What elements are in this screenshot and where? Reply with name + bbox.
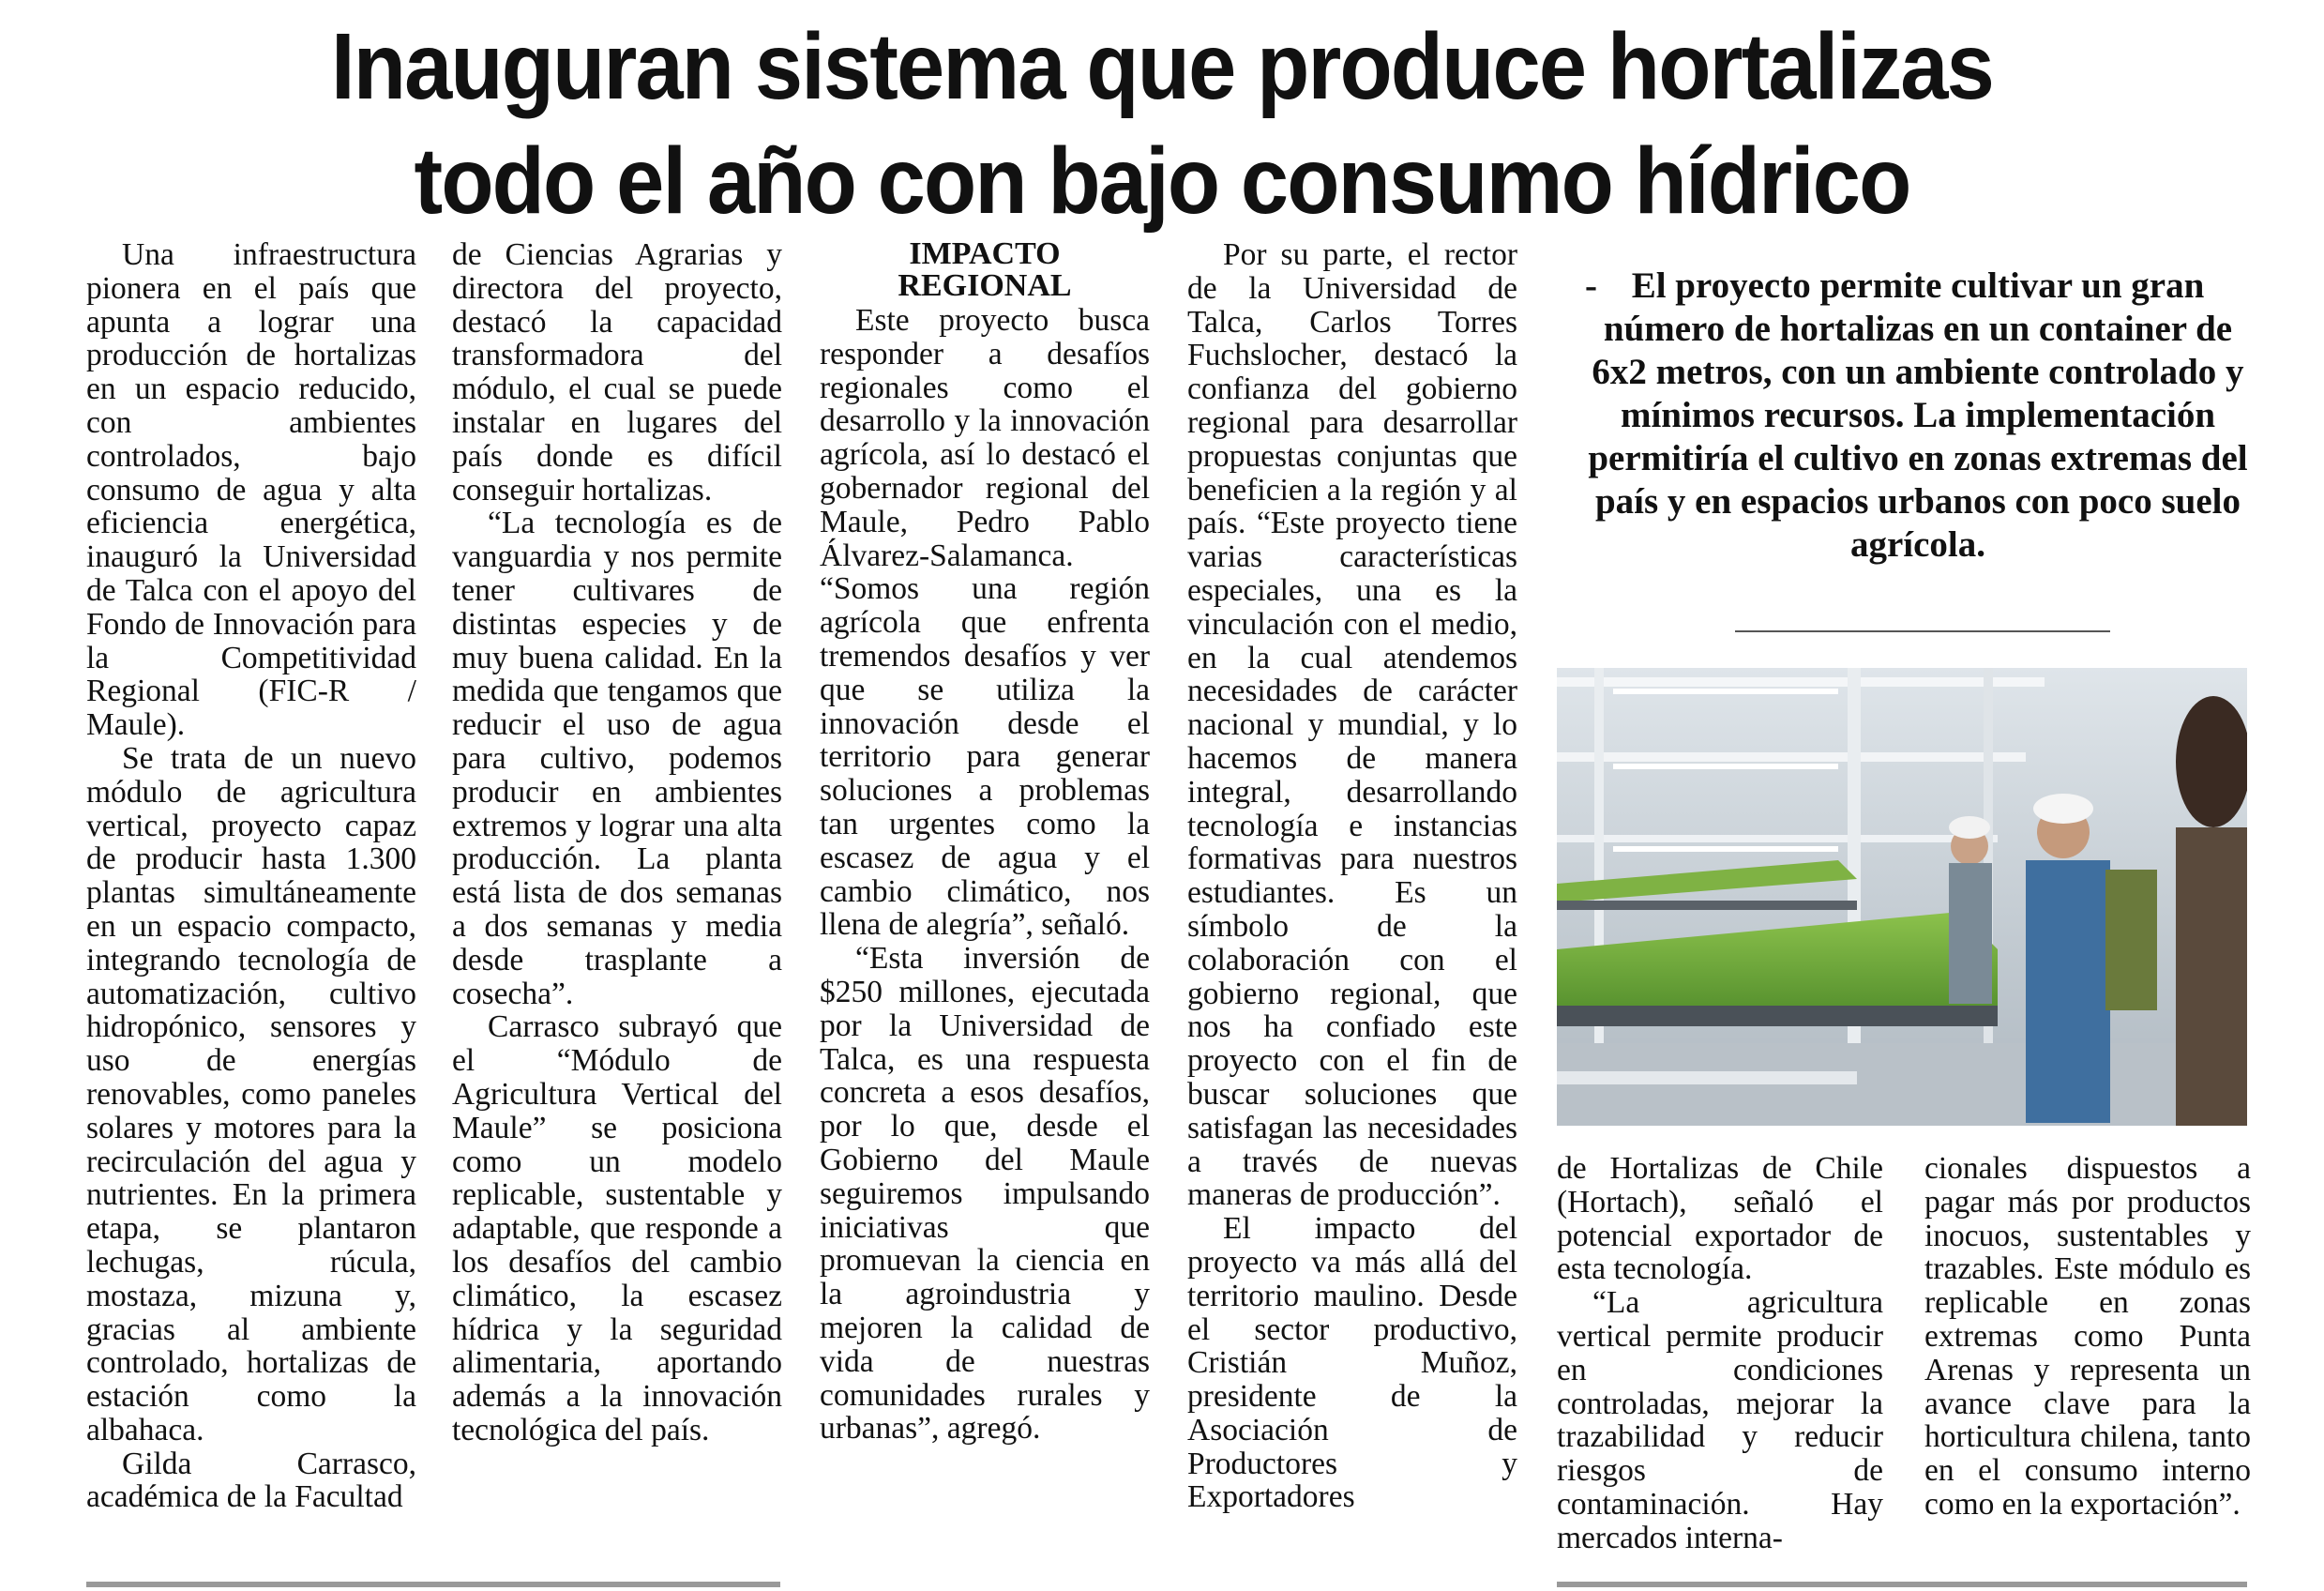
paragraph: “La agricultura vertical permite producir en condiciones controladas, mejorar la trazabilidad y reducir riesgos de contaminación. Hay mercados interna- bbox=[1557, 1285, 1883, 1555]
article-column-5 bbox=[1557, 1152, 1883, 1555]
paragraph: Gilda Carrasco, académica de la Facultad bbox=[86, 1446, 416, 1515]
paragraph: El impacto del proyecto va más allá del territorio maulino. Desde el sector productivo, Cristián Muñoz, presidente de la Asociación de Productores y Exportadores bbox=[1187, 1211, 1517, 1515]
subhead-line-1: IMPACTO bbox=[909, 236, 1061, 271]
photo-illustration bbox=[1557, 668, 2247, 1126]
paragraph: Una infraestructura pionera en el país que apunta a lograr una producción de hortalizas en un espacio reducido, con ambientes controlados, bajo consumo de agua y alta eficiencia energética, inauguró la Universidad de Talca con el apoyo del Fondo de Innovación para la Competitividad Regional (FIC-R / Maule). bbox=[86, 237, 416, 743]
callout-dash: - bbox=[1585, 265, 1597, 306]
footer-rule-right bbox=[1557, 1582, 2247, 1587]
paragraph: Por su parte, el rector de la Universidad de Talca, Carlos Torres Fuchslocher, destacó la confianza del gobierno regional para desarrollar propuestas conjuntas que beneficien a la región y al país. “Este proyecto tiene varias características especiales, una es la vinculación con el medio, en la cual atendemos necesidades de carácter nacional y mundial, y lo hacemos de manera integral, desarrollando tecnología e instancias formativas para nuestros estudiantes. Es un símbolo de la colaboración con el gobierno regional, que nos ha confiado este proyecto con el fin de buscar soluciones que satisfagan las necesidades a través de nuevas maneras de producción”. bbox=[1187, 237, 1517, 1213]
article-column-2 bbox=[452, 238, 782, 1447]
pull-quote bbox=[1585, 265, 2251, 567]
article-column-4 bbox=[1187, 238, 1517, 1514]
article-column-3 bbox=[820, 238, 1150, 1446]
callout-divider bbox=[1735, 630, 2110, 632]
paragraph: cionales dispuestos a pagar más por productos inocuos, sustentables y trazables. Este módulo es replicable en zonas extremas como Punta Arenas y representa un avance clave para la horticultura chilena, tanto en el consumo interno como en la exportación”. bbox=[1924, 1151, 2251, 1522]
vertical-farm-photo bbox=[1557, 668, 2247, 1126]
paragraph: “Esta inversión de $250 millones, ejecutada por la Universidad de Talca, es una respuesta concreta a esos desafíos, por lo que, desde el Gobierno del Maule seguiremos impulsando iniciativas que promuevan la ciencia en la agroindustria y mejoren la calidad de vida de nuestras comunidades rurales y urbanas”, agregó. bbox=[820, 941, 1150, 1447]
paragraph: Carrasco subrayó que el “Módulo de Agricultura Vertical del Maule” se posiciona como un modelo replicable, sustentable y adaptable, que responde a los desafíos del cambio climático, la escasez hídrica y la seguridad alimentaria, aportando además a la innovación tecnológica del país. bbox=[452, 1009, 782, 1447]
paragraph: “La tecnología es de vanguardia y nos permite tener cultivares de distintas especies y de muy buena calidad. En la medida que tengamos que reducir el uso de agua para cultivo, podemos producir en ambientes extremos y lograr una alta producción. La planta está lista de dos semanas a dos semanas y media desde trasplante a cosecha”. bbox=[452, 506, 782, 1011]
footer-rule-left bbox=[86, 1582, 780, 1587]
headline-line-1: Inauguran sistema que produce hortalizas bbox=[331, 14, 1993, 119]
headline-line-2: todo el año con bajo consumo hídrico bbox=[414, 129, 1910, 234]
article-column-6 bbox=[1924, 1152, 2251, 1522]
paragraph: Se trata de un nuevo módulo de agricultura vertical, proyecto capaz de producir hasta 1.300 plantas simultáneamente en un espacio compacto, integrando tecnología de automatización, cultivo hidropónico, sensores y uso de energías renovables, como paneles solares y motores para la recirculación del agua y nutrientes. En la primera etapa, se plantaron lechugas, rúcula, mostaza, mizuna y, gracias al ambiente controlado, hortalizas de estación como la albahaca. bbox=[86, 740, 416, 1447]
headline bbox=[93, 9, 2231, 238]
paragraph: de Hortalizas de Chile (Hortach), señaló el potencial exportador de esta tecnología. bbox=[1557, 1151, 1883, 1287]
paragraph: Este proyecto busca responder a desafíos regionales como el desarrollo y la innovación agrícola, así lo destacó el gobernador regional del Maule, Pedro Pablo Álvarez-Salamanca. “Somos una región agrícola que enfrenta tremendos desafíos y ver que se utiliza la innovación desde el territorio para generar soluciones a problemas tan urgentes como la escasez de agua y el cambio climático, nos llena de alegría”, señaló. bbox=[820, 303, 1150, 943]
subhead-line-2: REGIONAL bbox=[898, 268, 1072, 303]
article-column-1 bbox=[86, 238, 416, 1514]
section-subhead bbox=[820, 238, 1150, 302]
callout-text: El proyecto permite cultivar un gran número de hortalizas en un container de 6x2 metros, con un ambiente controlado y mínimos recursos. La implementación permitiría el cultivo en zonas extremas del país y en espacios urbanos con poco suelo agrícola. bbox=[1588, 265, 2248, 565]
paragraph: de Ciencias Agrarias y directora del proyecto, destacó la capacidad transformadora del módulo, el cual se puede instalar en lugares del país donde es difícil conseguir hortalizas. bbox=[452, 237, 782, 508]
